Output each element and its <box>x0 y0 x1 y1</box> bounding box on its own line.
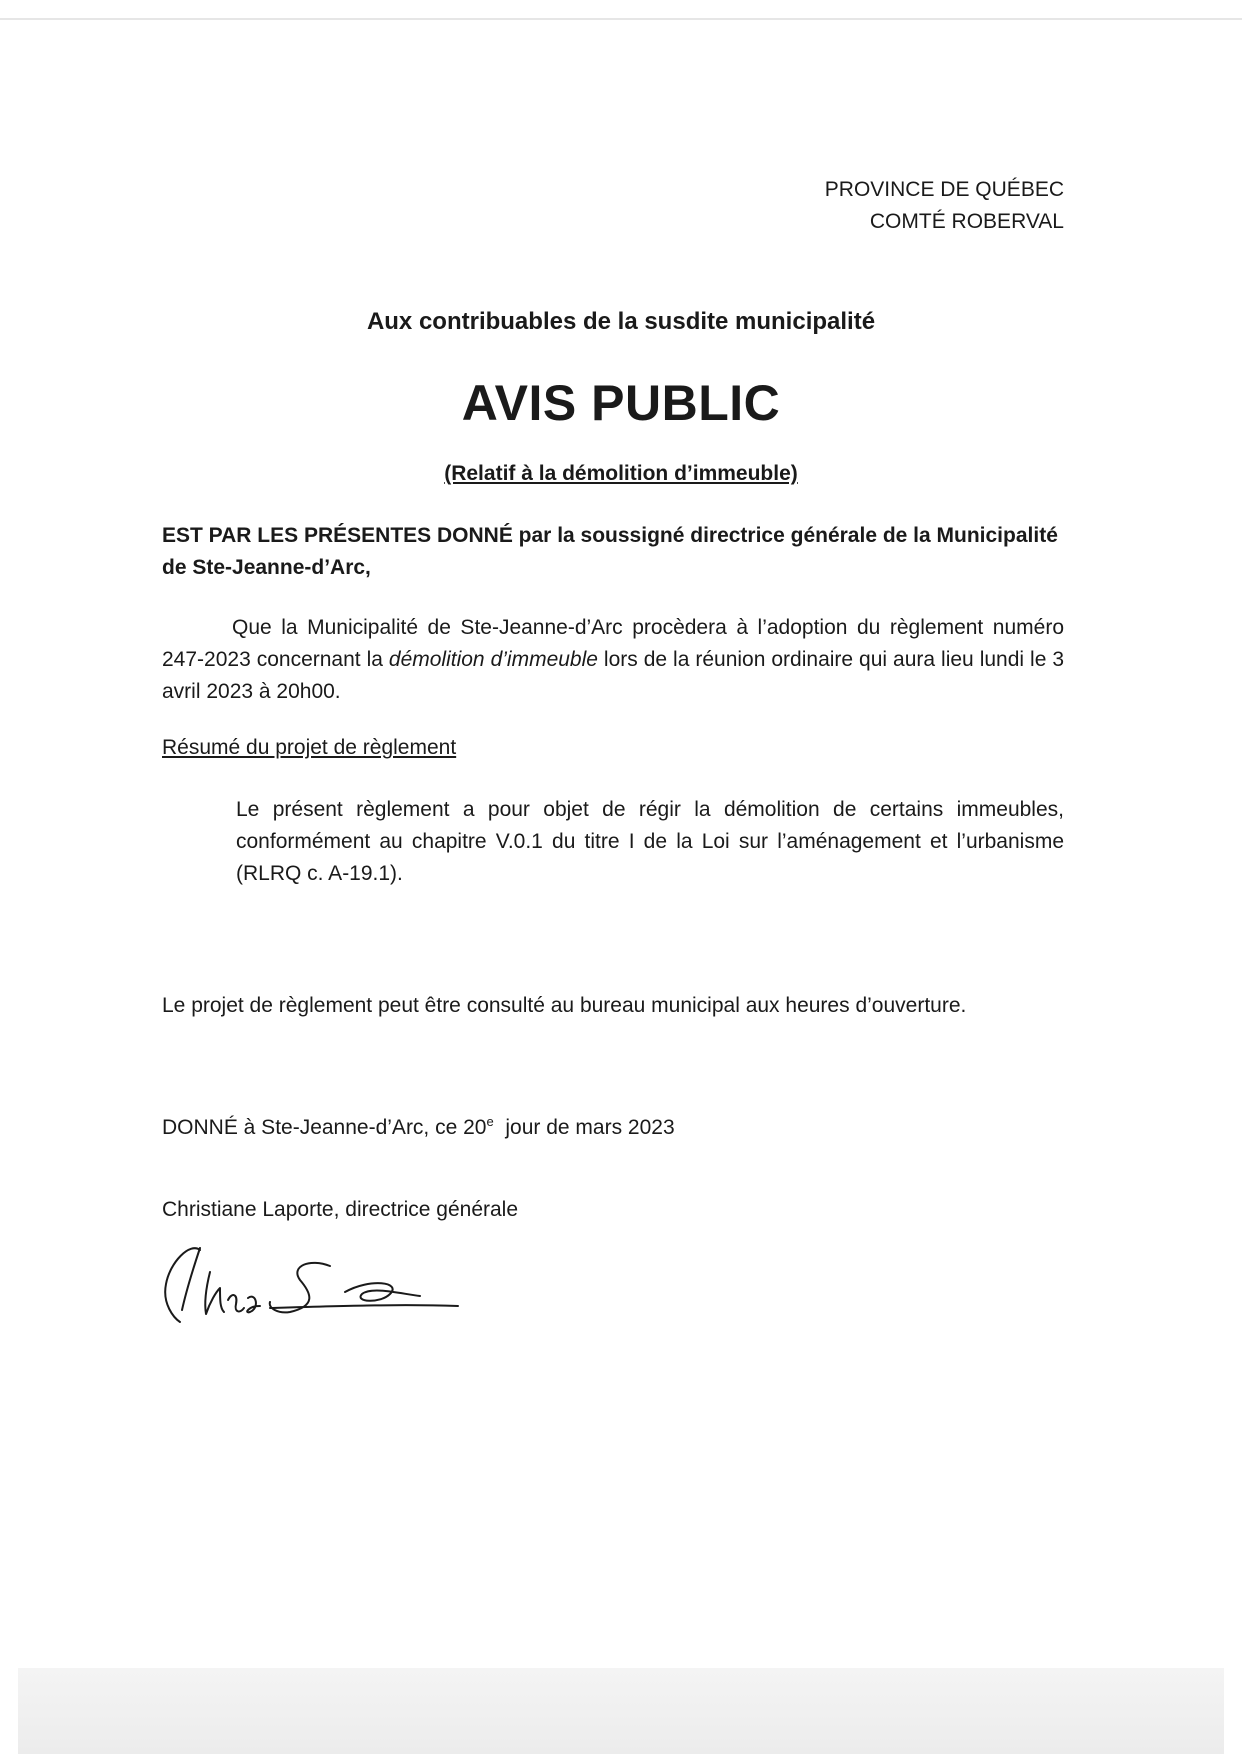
signatory-line: Christiane Laporte, directrice générale <box>162 1198 519 1221</box>
intro-rest: par la soussigné directrice générale de la Municipalité de Ste-Jeanne-d’Arc, <box>162 524 1058 579</box>
scan-edge-top <box>0 18 1242 20</box>
main-italic: démolition d’immeuble <box>388 648 598 671</box>
given-sup: e <box>486 1114 494 1129</box>
main-before: Que la Municipalité de Ste-Jeanne-d’Arc procèdera à l’adoption du règlement numéro 247-2023 concernant la <box>162 616 1064 671</box>
province-line: PROVINCE DE QUÉBEC <box>824 178 1064 201</box>
page-title: AVIS PUBLIC <box>461 375 781 431</box>
given-line <box>162 1112 1064 1144</box>
summary-heading: Résumé du projet de règlement <box>162 736 457 759</box>
consultation-paragraph: Le projet de règlement peut être consulté au bureau municipal aux heures d’ouverture. <box>162 994 967 1017</box>
summary-paragraph: Le présent règlement a pour objet de régir la démolition de certains immeubles, conformément au chapitre V.0.1 du titre I de la Loi sur l’aménagement et l’urbanisme (RLRQ c. A-19.1). <box>236 798 1064 885</box>
main-after: lors de la réunion ordinaire qui aura lieu lundi le 3 avril 2023 à 20h00. <box>162 648 1065 703</box>
document-header <box>825 174 1064 238</box>
given-before: DONNÉ à Ste-Jeanne-d’Arc, ce 20 <box>162 1116 487 1139</box>
handwritten-signature-icon <box>140 1222 500 1332</box>
subtitle: (Relatif à la démolition d’immeuble) <box>444 462 798 485</box>
addressee: Aux contribuables de la susdite municipalité <box>366 308 876 335</box>
intro-paragraph <box>162 520 1064 584</box>
intro-bold: EST PAR LES PRÉSENTES DONNÉ <box>162 524 513 547</box>
county-line: COMTÉ ROBERVAL <box>869 210 1064 233</box>
given-after: jour de mars 2023 <box>493 1116 675 1139</box>
scan-edge-bottom <box>18 1668 1224 1754</box>
main-paragraph <box>162 612 1064 708</box>
